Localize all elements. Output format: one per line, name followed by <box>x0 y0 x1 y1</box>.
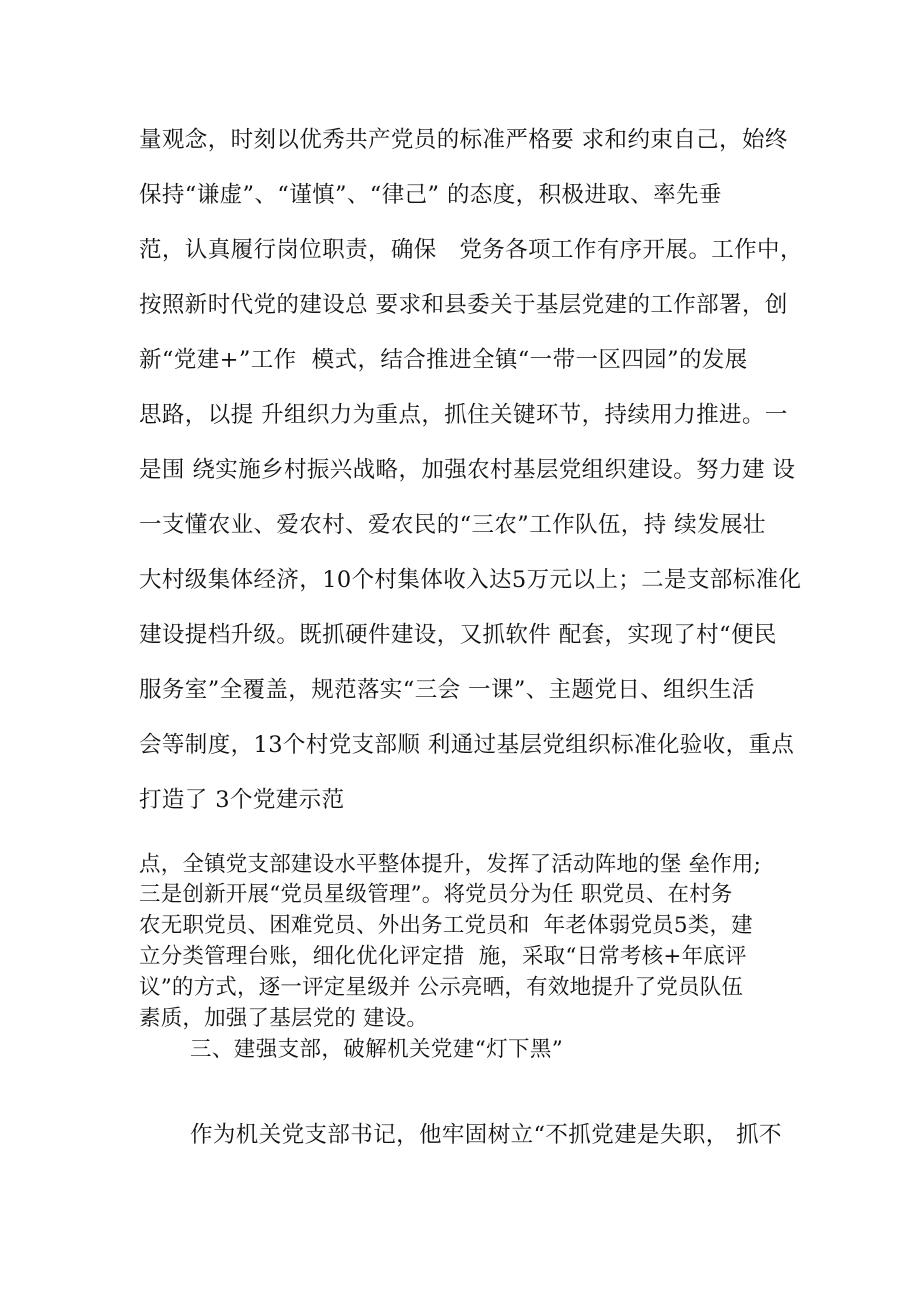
text-line: 保持“谦虚”、“谨慎”、“律己” 的态度，积极进取、率先垂 <box>139 182 722 208</box>
text-line: 服务室”全覆盖，规范落实“三会 一课”、主题党日、组织生活 <box>139 677 755 703</box>
section-heading: 三、建强支部，破解机关党建“灯下黑” <box>190 1037 564 1062</box>
text-line: 会等制度，13个村党支部顺 利通过基层党组织标准化验收，重点 <box>139 732 795 758</box>
text-line: 一支懂农业、爱农村、爱农民的“三农”工作队伍，持 续发展壮 <box>139 512 766 538</box>
text-line: 三是创新开展“党员星级管理”。将党员分为任 职党员、在村务 <box>139 882 733 907</box>
text-line: 议”的方式，逐一评定星级并 公示亮晒，有效地提升了党员队伍 <box>139 975 744 1000</box>
text-line: 素质，加强了基层党的 建设。 <box>139 1006 429 1031</box>
text-line: 打造了 3个党建示范 <box>139 787 345 813</box>
text-line: 按照新时代党的建设总 要求和县委关于基层党建的工作部署，创 <box>139 292 788 318</box>
text-line: 大村级集体经济，10个村集体收入达5万元以上；二是支部标准化 <box>139 567 802 593</box>
text-line: 范，认真履行岗位职责，确保 党务各项工作有序开展。工作中， <box>139 237 803 263</box>
text-line: 新“党建+”工作 模式，结合推进全镇“一带一区四园”的发展 <box>139 347 748 373</box>
text-line: 量观念，时刻以优秀共产党员的标准严格要 求和约束自己，始终 <box>139 127 788 153</box>
text-line: 是围 绕实施乡村振兴战略，加强农村基层党组织建设。努力建 设 <box>139 457 796 483</box>
paragraph-3-first-line: 作为机关党支部书记，他牢固树立“不抓党建是失职， 抓不 <box>190 1122 782 1148</box>
text-line: 建设提档升级。既抓硬件建设，又抓软件 配套，实现了村“便民 <box>139 622 777 648</box>
text-line: 思路，以提 升组织力为重点，抓住关键环节，持续用力推进。一 <box>139 402 788 428</box>
text-line: 点，全镇党支部建设水平整体提升，发挥了活动阵地的堡 垒作用; <box>139 852 762 877</box>
text-line: 立分类管理台账，细化优化评定措 施，采取“日常考核+年底评 <box>139 944 747 969</box>
text-line: 农无职党员、困难党员、外出务工党员和 年老体弱党员5类，建 <box>139 913 753 938</box>
